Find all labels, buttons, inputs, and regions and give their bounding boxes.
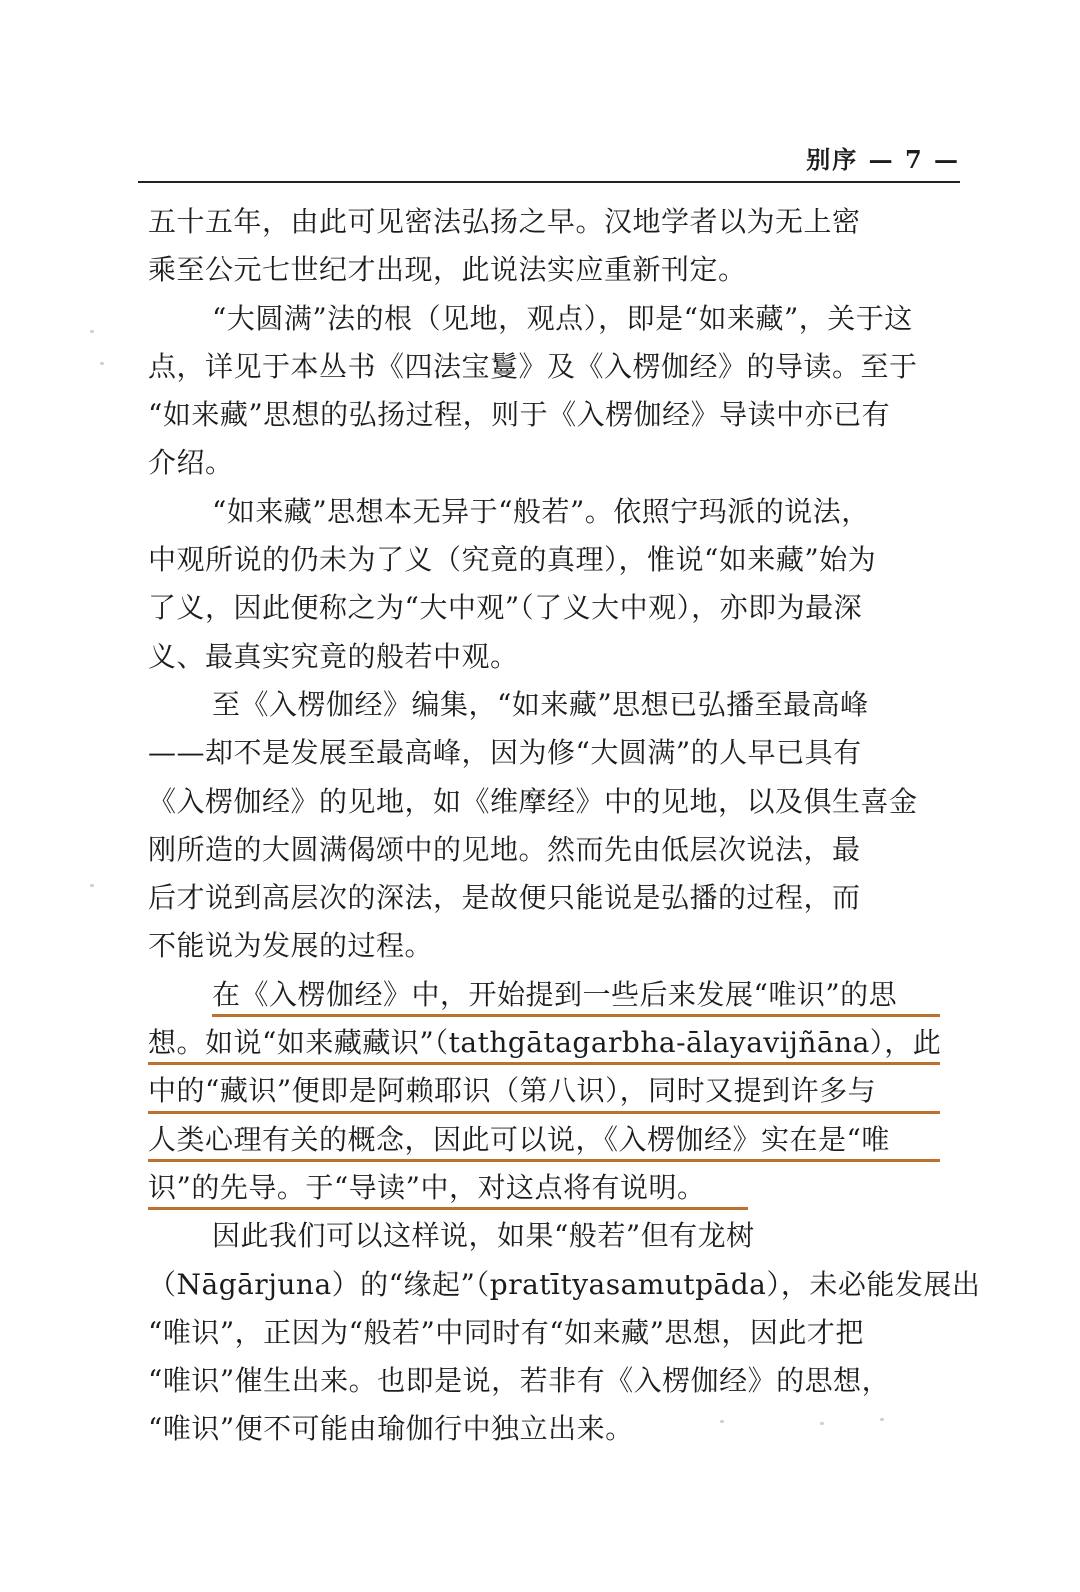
header-rule	[138, 181, 960, 183]
text-line: 介绍。	[148, 446, 234, 480]
text-line: （Nāgārjuna）的“缘起”（pratītyasamutpāda），未必能发展出	[148, 1267, 981, 1301]
text-line: 至《入楞伽经》编集，“如来藏”思想已弘播至最高峰	[212, 687, 869, 721]
text-line: 乘至公元七世纪才出现，此说法实应重新刊定。	[148, 253, 747, 287]
text-line: 因此我们可以这样说，如果“般若”但有龙树	[212, 1219, 755, 1253]
text-line: 五十五年，由此可见密法弘扬之早。汉地学者以为无上密	[148, 205, 861, 238]
text-line: 点，详见于本丛书《四法宝鬘》及《入楞伽经》的导读。至于	[148, 349, 918, 383]
text-line: 中观所说的仍未为了义（究竟的真理），惟说“如来藏”始为	[148, 543, 877, 577]
scan-speck	[720, 1420, 724, 1423]
scan-speck	[90, 884, 94, 887]
scan-speck	[880, 1418, 884, 1421]
text-line: 义、最真实究竟的般若中观。	[148, 639, 519, 673]
scan-speck	[820, 1422, 824, 1425]
highlighted-line: 中的“藏识”便即是阿赖耶识（第八识），同时又提到许多与	[148, 1067, 940, 1115]
text-line: 后才说到高层次的深法，是故便只能说是弘播的过程，而	[148, 881, 861, 915]
running-head: 别序 — 7 —	[806, 145, 960, 174]
text-line: “如来藏”思想本无异于“般若”。依照宁玛派的说法，	[212, 494, 870, 528]
highlighted-line: 在《入楞伽经》中，开始提到一些后来发展“唯识”的思	[148, 971, 940, 1019]
text-line: “大圆满”法的根（见地，观点），即是“如来藏”，关于这	[212, 301, 913, 335]
text-line: 了义，因此便称之为“大中观”（了义大中观），亦即为最深	[148, 591, 863, 625]
text-line: “如来藏”思想的弘扬过程，则于《入楞伽经》导读中亦已有	[148, 398, 891, 432]
text-line: “唯识”催生出来。也即是说，若非有《入楞伽经》的思想，	[148, 1364, 891, 1398]
highlighted-line: 人类心理有关的概念，因此可以说，《入楞伽经》实在是“唯	[148, 1116, 940, 1164]
highlighted-line: 想。如说“如来藏藏识”（tathgātagarbha-ālayavijñāna），此	[148, 1019, 940, 1067]
text-line: “唯识”便不可能由瑜伽行中独立出来。	[148, 1412, 634, 1446]
text-line: 《入楞伽经》的见地，如《维摩经》中的见地，以及俱生喜金	[148, 784, 918, 818]
text-line: ——却不是发展至最高峰，因为修“大圆满”的人早已具有	[148, 736, 862, 770]
scan-speck	[100, 362, 104, 365]
text-line: 不能说为发展的过程。	[148, 929, 434, 963]
text-line: 刚所造的大圆满偈颂中的见地。然而先由低层次说法，最	[148, 832, 861, 866]
scan-speck	[90, 330, 94, 333]
body-text	[148, 198, 981, 1454]
text-line: “唯识”，正因为“般若”中同时有“如来藏”思想，因此才把	[148, 1315, 864, 1349]
highlighted-line: 识”的先导。于“导读”中，对这点将有说明。	[148, 1164, 940, 1212]
